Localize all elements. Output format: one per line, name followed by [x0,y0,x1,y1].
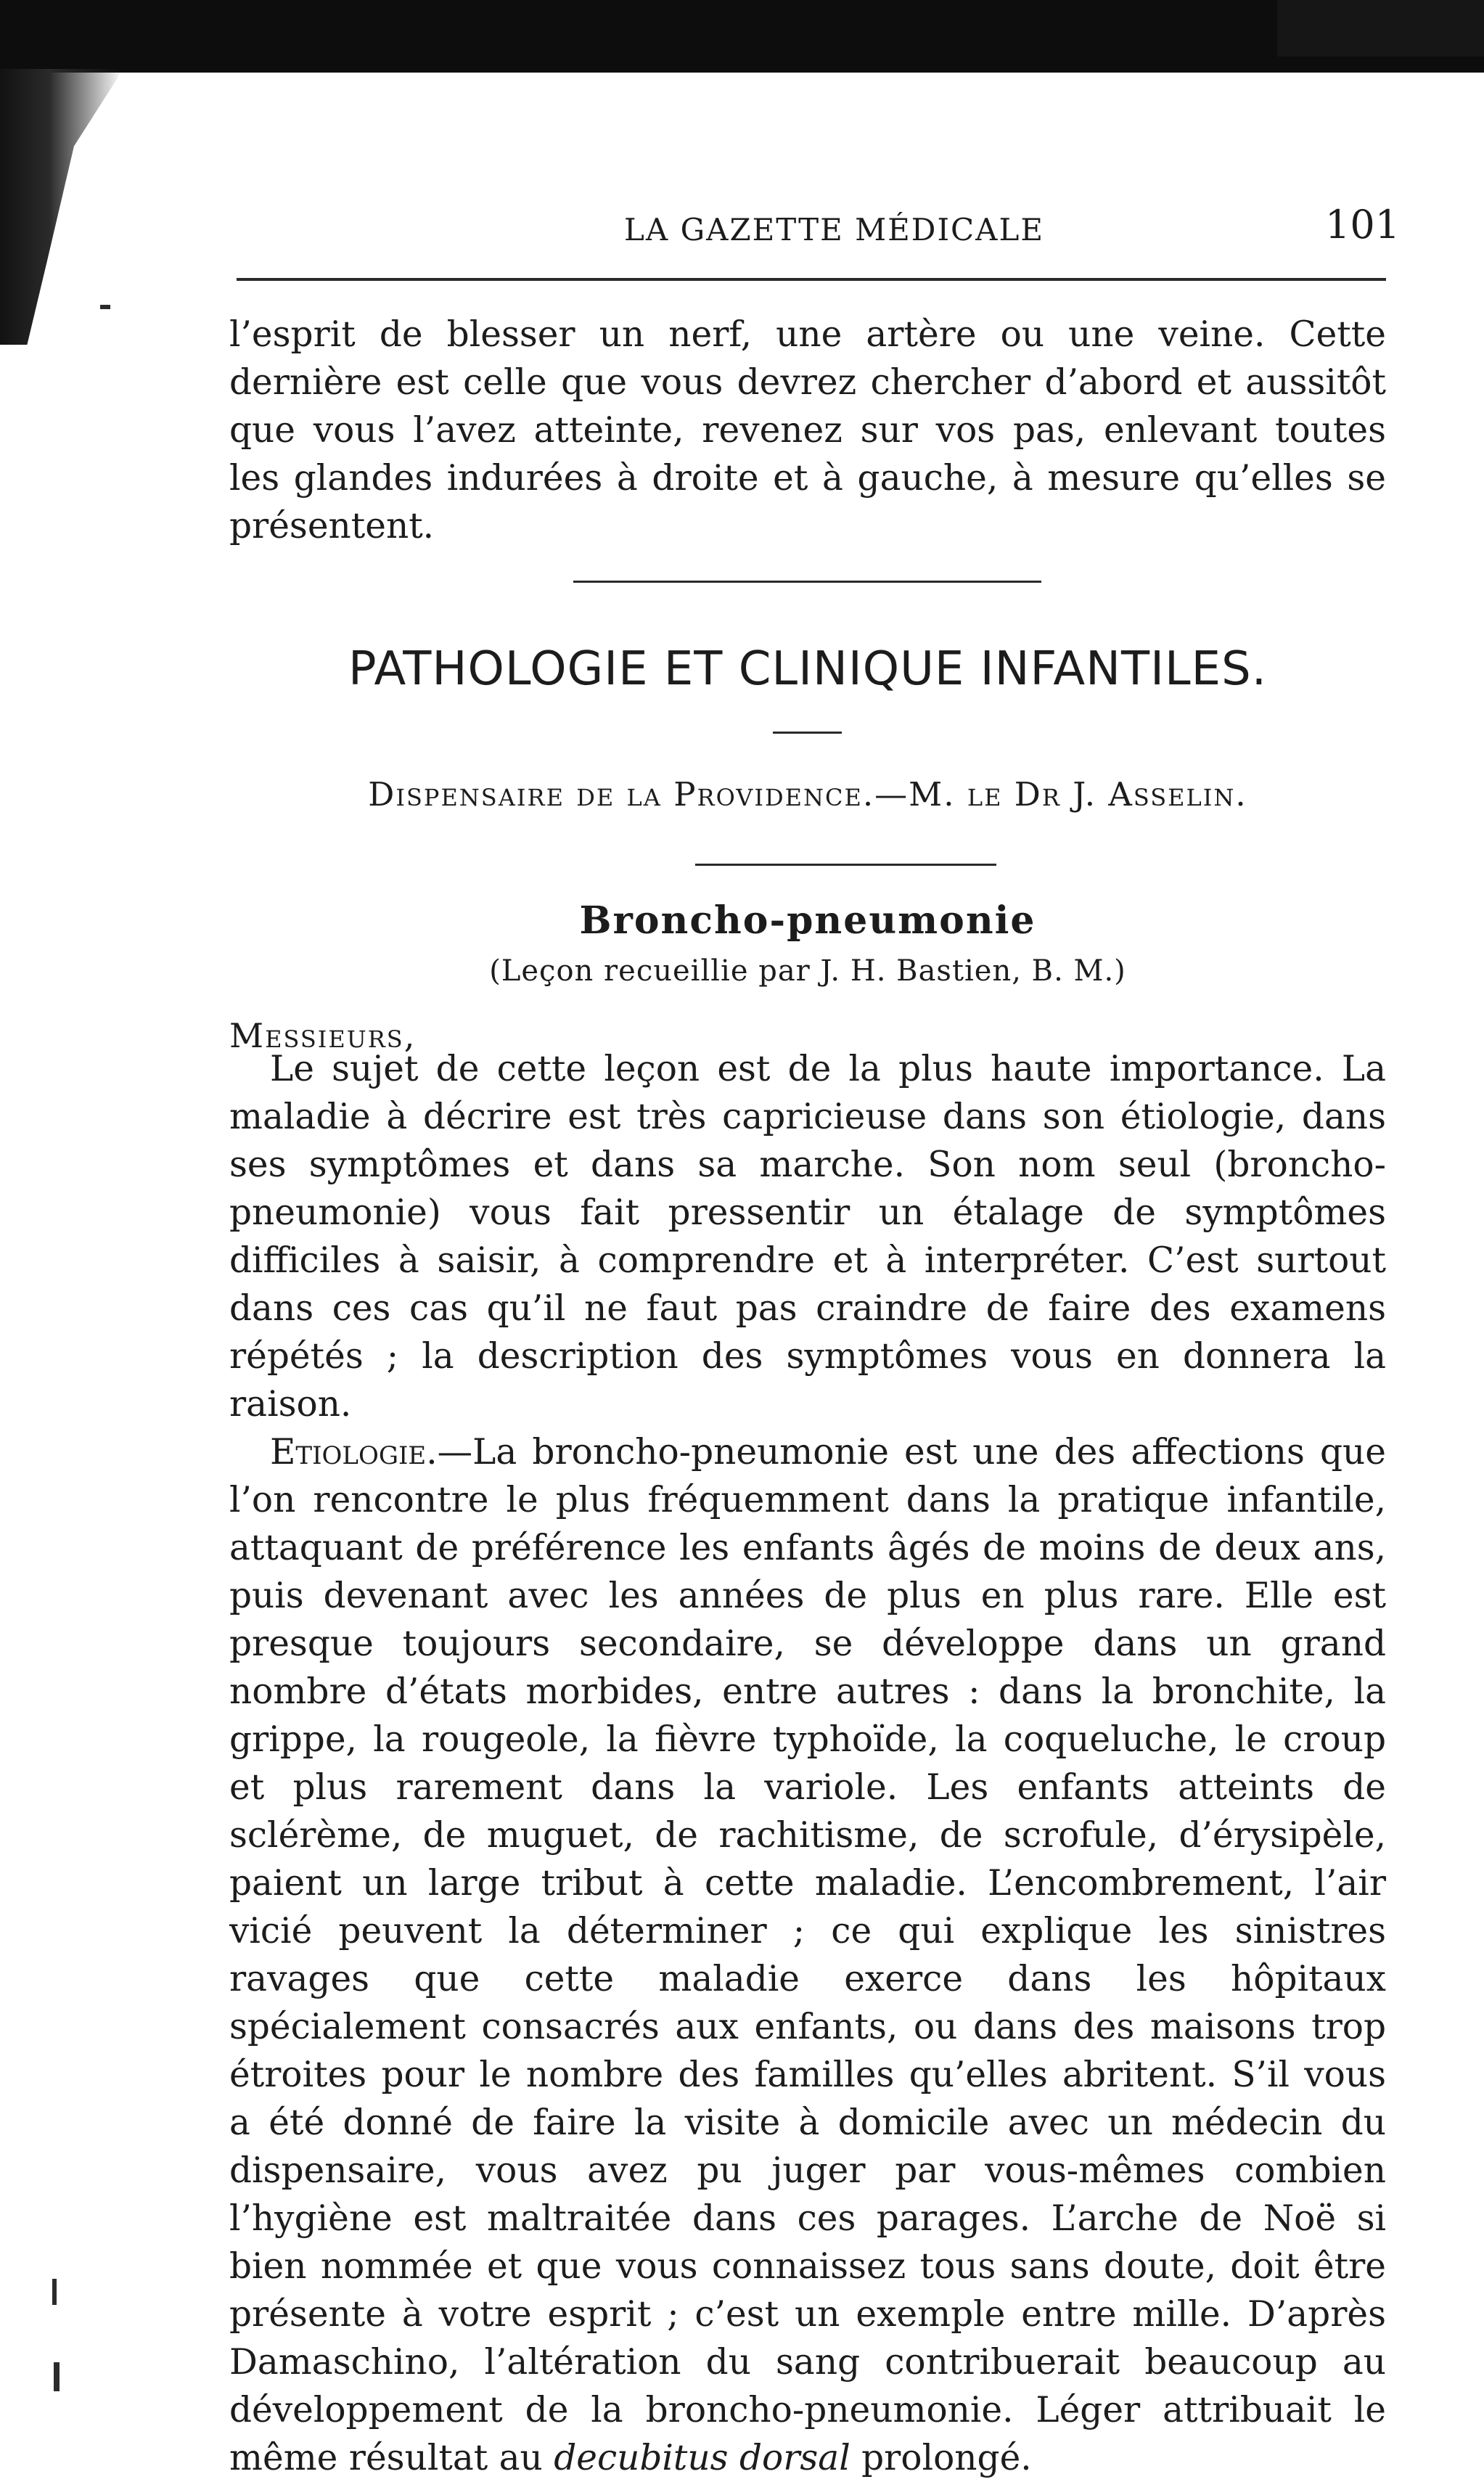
header-rule [237,278,1386,281]
lesson-credit: (Leçon recueillie par J. H. Bastien, B. M.) [489,954,1126,988]
intro-paragraph: Le sujet de cette leçon est de la plus haute importance. La maladie à décrire est très capricieuse dans son étiologie, dans ses symptômes et dans sa marche. Son nom seul (broncho-pneumonie) vous fait pressentir un étalage de symptômes difficiles à saisir, à comprendre et à interpréter. C’est surtout dans ces cas qu’il ne faut pas craindre de faire des examens répétés ; la description des symptômes vous en donnera la raison. [229,1049,1386,1425]
page-number: 101 [1325,202,1401,247]
paragraph-top [229,311,1386,550]
etiology-text: —La broncho-pneumonie est une des affections que l’on rencontre le plus fréquemment dans la pratique infantile, attaquant de préférence les enfants âgés de moins de deux ans, puis devenant avec les années de plus en plus rare. Elle est presque toujours secondaire, se développe dans un grand nombre d’états morbides, entre autres : dans la bronchite, la grippe, la rougeole, la fièvre typhoïde, la coqueluche, le croup et plus rarement dans la variole. Les enfants atteints de sclérème, de muguet, de rachitisme, de scrofule, d’érysipèle, paient un large tribut à cette maladie. L’encombrement, l’air vicié peuvent la déterminer ; ce qui explique les sinistres ravages que cette maladie exerce dans les hôpitaux spécialement consacrés aux enfants, ou dans des maisons trop étroites pour le nombre des familles qu’elles abritent. S’il vous a été donné de faire la visite à domicile avec un médecin du dispensaire, vous avez pu juger par vous-mêmes combien l’hygiène est maltraitée dans ces parages. L’arche de Noë si bien nommée et que vous connaissez tous sans doute, doit être présente à votre esprit ; c’est un exemple entre mille. D’après Damaschino, l’altération du sang contribuerait beaucoup au développement de la broncho-pneumonie. Léger attribuait le même résultat au [229,1432,1386,2478]
etiology-text-end: prolongé. [861,2438,1032,2478]
etiology-heading: Etiologie. [270,1432,438,1473]
scan-border-left [0,69,123,345]
paragraph-top-text: l’esprit de blesser un nerf, une artère ou une veine. Cette dernière est celle que vous devrez chercher d’abord et aussitôt que vous l’avez atteinte, revenez sur vos pas, enlevant toutes les glandes indurées à droite et à gauche, à mesure qu’elles se présentent. [229,314,1386,546]
scan-speck [54,2362,60,2391]
section-dash [773,732,842,734]
scan-border-top [0,0,1484,73]
scan-speck [52,2279,57,2305]
etiology-paragraph [229,1428,1386,2482]
dispensary-line: Dispensaire de la Providence.—M. le Dr J. Asselin. [368,775,1247,814]
scan-border-notch [1277,0,1484,57]
body-text [229,1045,1386,2482]
section-title: PATHOLOGIE ET CLINIQUE INFANTILES. [348,642,1268,696]
scan-speck [100,305,110,309]
salutation: Messieurs, [229,1016,417,1055]
section-separator [573,581,1041,583]
etiology-italic-term: decubitus dorsal [554,2438,850,2478]
running-head: LA GAZETTE MÉDICALE [624,212,1045,247]
lesson-separator [695,864,996,866]
lesson-title: Broncho-pneumonie [579,898,1036,943]
